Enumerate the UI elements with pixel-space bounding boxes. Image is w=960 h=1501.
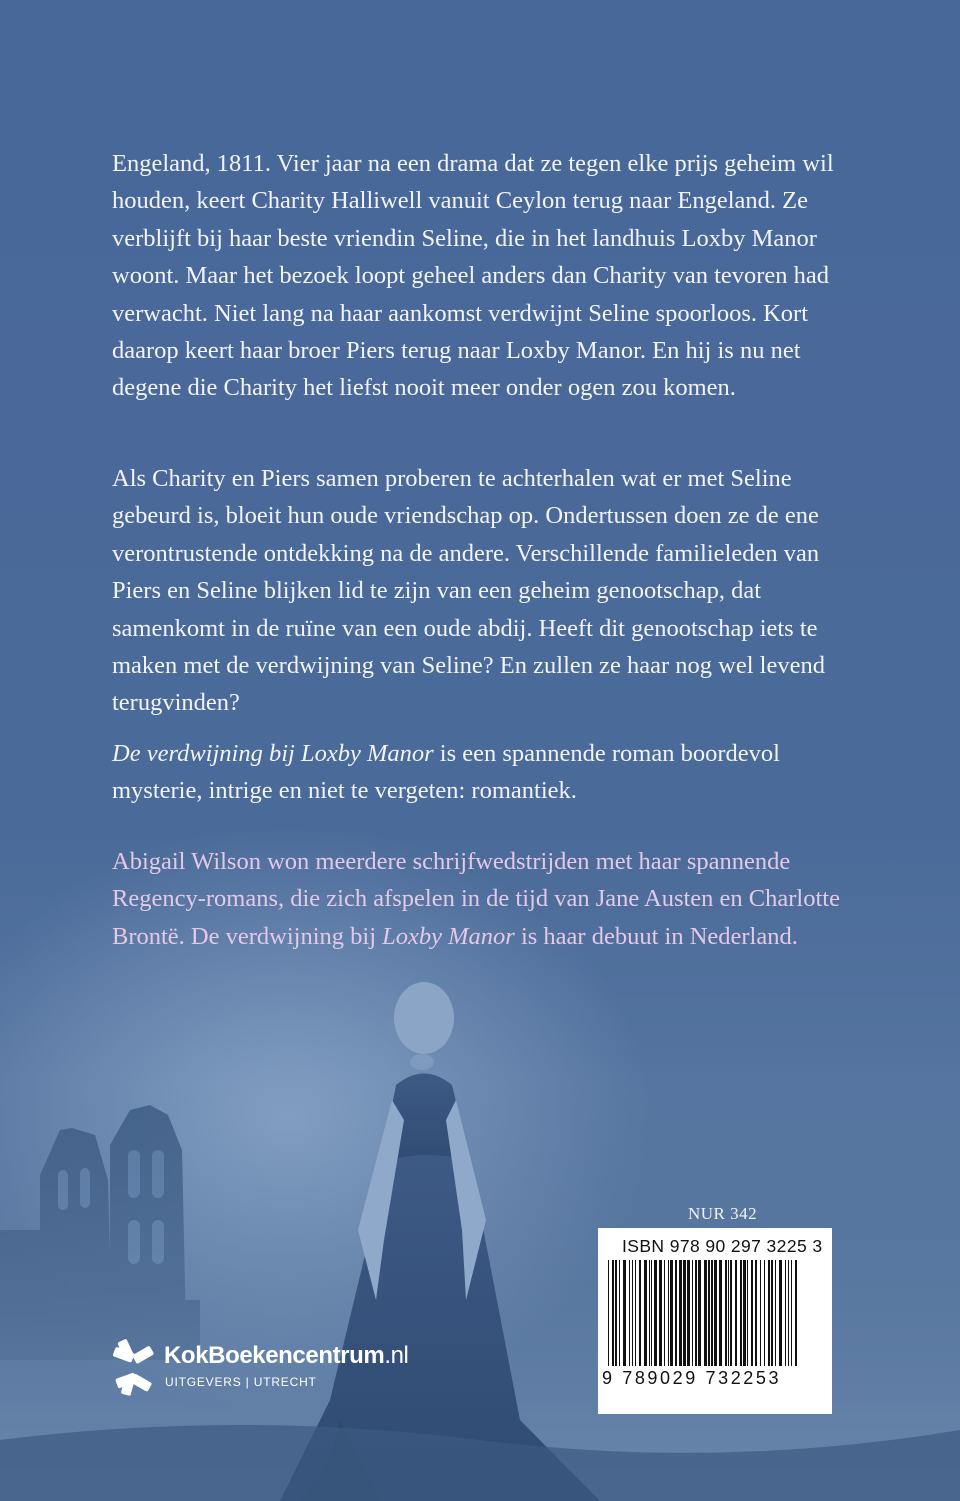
barcode-bar xyxy=(764,1260,765,1366)
barcode-bar xyxy=(747,1260,748,1366)
blurb-paragraph-2: Als Charity en Piers samen proberen te achterhalen wat er met Seline gebeurd is, bloeit hun oude vriendschap op. Ondertussen doen ze de ene verontrustende ontdekking na de andere. Verschillende familieleden van Piers en Seline blijken lid te zijn van een geheim genootschap, dat samenkomt in de ruïne van een oude abdij. Heeft dit genootschap iets te maken met de verdwijning van Seline? En zullen ze haar nog wel levend terugvinden? xyxy=(112,465,825,717)
barcode-bar xyxy=(659,1260,662,1366)
barcode-bar xyxy=(635,1260,636,1366)
barcode-bar xyxy=(708,1260,710,1366)
barcode-bar xyxy=(704,1260,707,1366)
barcode-bar xyxy=(788,1260,789,1366)
book-title-italic: De verdwijning bij Loxby Manor xyxy=(112,740,434,767)
barcode-bar xyxy=(615,1260,617,1366)
barcode-bar xyxy=(714,1260,717,1366)
barcode-bar xyxy=(795,1260,797,1366)
barcode-bar xyxy=(683,1260,686,1366)
barcode-bar xyxy=(768,1260,770,1366)
blurb-paragraph-3-text: is een spannende roman boordevol mysterie, intrige en niet te vergeten: romantiek. xyxy=(112,740,780,805)
author-bio-end: is haar debuut in Nederland. xyxy=(514,922,798,950)
barcode-bar xyxy=(698,1260,701,1366)
author-bio-title: Loxby Manor xyxy=(382,922,515,950)
barcode-bar xyxy=(692,1260,693,1366)
barcode-bar xyxy=(760,1260,761,1366)
star-burst-logo-icon xyxy=(108,1338,160,1396)
blurb-paragraph-3 xyxy=(112,735,872,810)
barcode-bar xyxy=(791,1260,792,1366)
barcode-bar xyxy=(771,1260,773,1366)
barcode-bar xyxy=(649,1260,650,1366)
barcode-bar xyxy=(632,1260,633,1366)
barcode-bar xyxy=(711,1260,713,1366)
isbn-barcode xyxy=(598,1228,832,1414)
barcode-bar xyxy=(728,1260,729,1366)
barcode-bar xyxy=(664,1260,665,1366)
barcode-bar xyxy=(775,1260,776,1366)
barcode-bar xyxy=(687,1260,690,1366)
barcode-bar xyxy=(654,1260,657,1366)
barcode-bar xyxy=(612,1260,614,1366)
barcode-bar xyxy=(779,1260,782,1366)
barcode-bar xyxy=(619,1260,620,1366)
barcode-bar xyxy=(695,1260,697,1366)
barcode-bar xyxy=(623,1260,626,1366)
barcode-bar xyxy=(668,1260,669,1366)
author-bio-start: Abigail Wilson won meerdere schrijfwedstrijden met haar spannende Regency-romans, die zich afspelen in de tijd van Jane Austen en Charlotte Brontë. De verdwijning bij xyxy=(112,848,840,950)
author-bio xyxy=(112,843,872,955)
barcode-bar xyxy=(751,1260,753,1366)
publisher-name-text: KokBoekencentrum xyxy=(164,1342,385,1369)
publisher-logo xyxy=(108,1338,468,1398)
publisher-subtitle: UITGEVERS | UTRECHT xyxy=(165,1375,317,1389)
publisher-tld: .nl xyxy=(384,1342,409,1369)
barcode-bar xyxy=(725,1260,727,1366)
barcode-bar xyxy=(740,1260,742,1366)
barcode-bar xyxy=(639,1260,641,1366)
isbn-label: ISBN 978 90 297 3225 3 xyxy=(622,1236,823,1256)
barcode-bar xyxy=(743,1260,746,1366)
barcode-bar xyxy=(670,1260,673,1366)
barcode-bar xyxy=(785,1260,786,1366)
barcode-bar xyxy=(608,1260,609,1366)
barcode-bars xyxy=(606,1260,824,1368)
ean-digits: 9 789029 732253 xyxy=(602,1368,782,1388)
barcode-bar xyxy=(629,1260,630,1366)
barcode-bar xyxy=(755,1260,757,1366)
barcode-bar xyxy=(675,1260,677,1366)
publisher-name xyxy=(164,1342,408,1370)
barcode-bar xyxy=(644,1260,647,1366)
barcode-bar xyxy=(651,1260,652,1366)
barcode-bar xyxy=(730,1260,732,1366)
barcode-bar xyxy=(735,1260,737,1366)
nur-code: NUR 342 xyxy=(688,1204,758,1223)
barcode-bar xyxy=(719,1260,722,1366)
blurb-paragraph-1: Engeland, 1811. Vier jaar na een drama dat ze tegen elke prijs geheim wil houden, keert Charity Halliwell vanuit Ceylon terug naar Engeland. Ze verblijft bij haar beste vriendin Seline, die in het landhuis Loxby Manor woont. Maar het bezoek loopt geheel anders dan Charity van tevoren had verwacht. Niet lang na haar aankomst verdwijnt Seline spoorloos. Kort daarop keert haar broer Piers terug naar Loxby Manor. En hij is nu net degene die Charity het liefst nooit meer onder ogen zou komen. xyxy=(112,150,834,402)
barcode-bar xyxy=(679,1260,682,1366)
